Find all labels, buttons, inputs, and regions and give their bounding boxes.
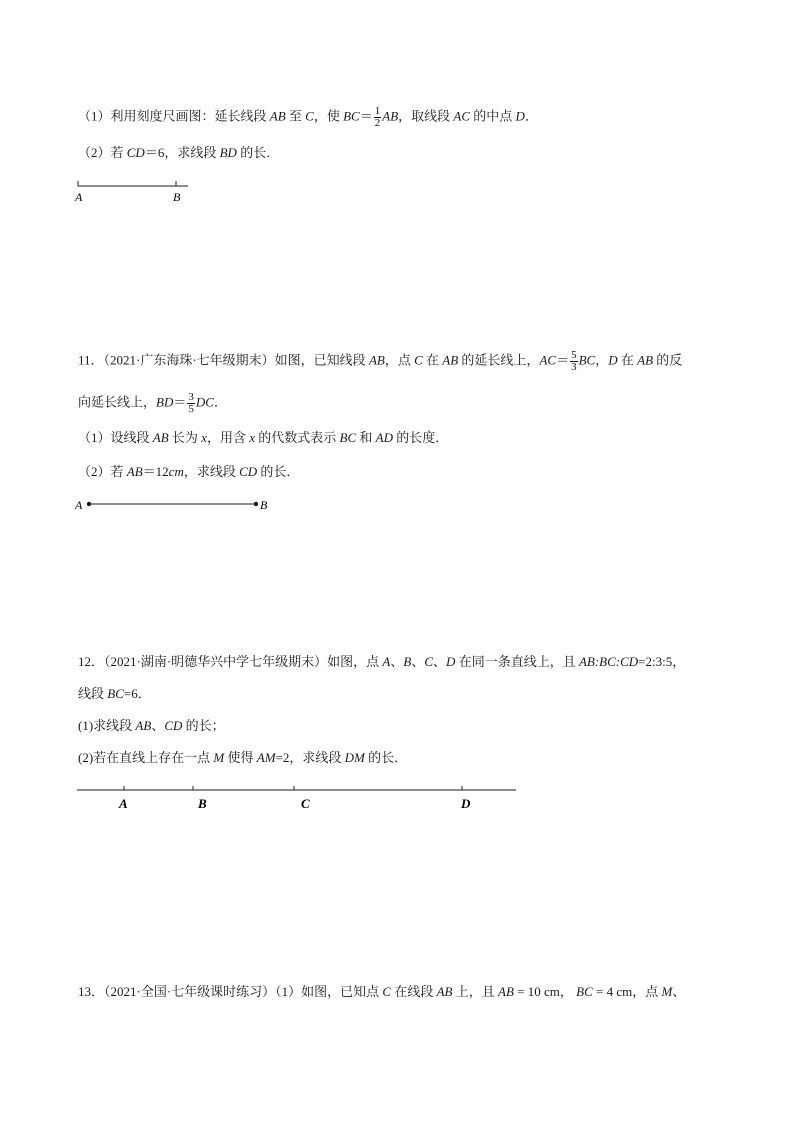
math-var: AC <box>539 352 557 368</box>
q10-part1-text <box>78 106 538 129</box>
fraction-numerator: 3 <box>188 391 194 403</box>
q11-part1-text <box>78 428 448 448</box>
text-span: ＝ <box>556 352 570 368</box>
text-span: 12．（2021·湖南·明德华兴中学七年级期末）如图，点 <box>78 654 383 669</box>
text-span: 使得 <box>224 750 257 765</box>
fraction-denominator: 2 <box>374 117 381 129</box>
math-var: AB <box>126 464 143 479</box>
math-var: AB <box>382 108 399 124</box>
text-span: 的长． <box>236 145 280 160</box>
q10-part2-text <box>78 143 279 163</box>
q13-stem-line1 <box>78 982 685 1002</box>
text-span: ＝ <box>173 394 187 410</box>
q12-line-figure <box>70 782 530 816</box>
text-span: = 10 <box>513 984 544 999</box>
text-span: cm <box>616 984 633 999</box>
fraction-numerator: 1 <box>374 105 381 117</box>
math-var: DM <box>344 750 365 765</box>
math-var: AB:BC:CD <box>578 654 639 669</box>
text-span: 的长； <box>182 718 225 733</box>
text-span: 和 <box>356 430 376 445</box>
text-span: （1）利用刻度尺画图：延长线段 <box>78 108 270 124</box>
text-span: 的延长线上， <box>458 352 540 368</box>
text-span: (1)求线段 <box>78 718 136 733</box>
q10-segment-figure <box>70 174 200 208</box>
point-label-b: B <box>260 498 268 512</box>
text-span: 向延长线上， <box>78 394 157 410</box>
math-var: D <box>446 654 456 669</box>
text-span: cm <box>544 984 560 999</box>
math-var: D <box>608 352 618 368</box>
text-span: 的反 <box>653 352 683 368</box>
text-span: 、 <box>411 654 425 669</box>
text-span: =2，求线段 <box>275 750 345 765</box>
text-span: ， <box>595 352 609 368</box>
math-var: B <box>403 654 412 669</box>
math-var: BC <box>339 430 357 445</box>
text-span: 的长． <box>257 464 300 479</box>
text-span: 的长． <box>364 750 408 765</box>
text-span: 至 <box>285 108 306 124</box>
math-var: BD <box>219 145 237 160</box>
math-var: A <box>382 654 391 669</box>
text-span: = 4 <box>592 984 617 999</box>
math-var: x <box>249 430 255 445</box>
math-var: C <box>382 984 392 999</box>
q12-stem-line2 <box>78 684 151 704</box>
point-label-b: B <box>173 190 181 204</box>
text-span: ，点 <box>632 984 662 999</box>
text-span: ． <box>524 108 538 124</box>
text-span: 的长度． <box>393 430 449 445</box>
math-var: M <box>661 984 673 999</box>
text-span: （1）设线段 <box>78 430 153 445</box>
q12-part1-text <box>78 716 225 736</box>
math-var: D <box>515 108 525 124</box>
math-var: CD <box>126 145 145 160</box>
math-var: AB <box>442 352 459 368</box>
text-span: 在 <box>422 352 443 368</box>
math-var: AM <box>256 750 276 765</box>
q11-part2-text <box>78 462 299 482</box>
math-var: BC <box>343 108 360 124</box>
text-span: ＝12 <box>142 464 169 479</box>
text-span: (2)若在直线上存在一点 <box>78 750 214 765</box>
point-b <box>254 502 258 506</box>
q12-part2-text <box>78 748 407 768</box>
math-var: CD <box>239 464 258 479</box>
text-span: ＝6，求线段 <box>144 145 220 160</box>
math-var: AB <box>436 984 453 999</box>
math-var: cm <box>168 464 184 479</box>
fraction-denominator: 3 <box>571 361 577 373</box>
text-span: ． <box>213 394 227 410</box>
point-label-c: C <box>301 796 310 811</box>
point-a <box>87 502 91 506</box>
math-var: AB <box>135 718 152 733</box>
fraction-numerator: 5 <box>571 349 577 361</box>
math-var: C <box>305 108 314 124</box>
text-span: ，使 <box>313 108 344 124</box>
text-span: 的中点 <box>470 108 516 124</box>
text-span: 、 <box>151 718 165 733</box>
text-span: 11．（2021·广东海珠·七年级期末）如图，已知线段 <box>78 352 369 368</box>
math-var: AB <box>498 984 514 999</box>
q12-stem-line1 <box>78 652 685 672</box>
math-var: AB <box>269 108 286 124</box>
math-var: AC <box>453 108 471 124</box>
math-var: BC <box>578 352 596 368</box>
q11-stem-line1 <box>78 350 682 373</box>
fraction <box>374 106 382 129</box>
text-span: 、 <box>390 654 404 669</box>
text-span: 在线段 <box>391 984 437 999</box>
text-span: 13．（2021·全国·七年级课时练习）（1）如图，已知点 <box>78 984 383 999</box>
fraction <box>570 350 578 373</box>
q11-segment-figure <box>70 494 280 516</box>
text-span: =2:3:5 <box>638 654 673 669</box>
q11-stem-line2 <box>78 392 227 415</box>
text-span: 上，且 <box>452 984 499 999</box>
text-span: 在同一条直线上，且 <box>455 654 579 669</box>
text-span: 在 <box>617 352 638 368</box>
point-label-a: A <box>119 796 128 811</box>
text-span: （2）若 <box>78 145 127 160</box>
math-var: M <box>213 750 225 765</box>
text-span: ， <box>672 654 686 669</box>
math-var: BC <box>576 984 593 999</box>
text-span: ，用含 <box>206 430 250 445</box>
math-var: AB <box>368 352 385 368</box>
text-span: =6． <box>123 686 151 701</box>
text-span: ，点 <box>384 352 415 368</box>
point-label-a: A <box>75 190 83 204</box>
math-var: AD <box>375 430 393 445</box>
math-var: C <box>424 654 434 669</box>
text-span: 、 <box>433 654 447 669</box>
text-span: （2）若 <box>78 464 127 479</box>
math-var: DC <box>195 394 214 410</box>
text-span: 的代数式表示 <box>255 430 340 445</box>
math-var: CD <box>164 718 183 733</box>
point-label-a: A <box>75 498 83 512</box>
point-label-b: B <box>198 796 207 811</box>
math-var: C <box>414 352 423 368</box>
math-var: AB <box>637 352 654 368</box>
text-span: 、 <box>672 984 686 999</box>
text-span: ， <box>559 984 577 999</box>
point-label-d: D <box>461 796 471 811</box>
text-span: 长为 <box>168 430 202 445</box>
math-var: x <box>201 430 207 445</box>
text-span: ，求线段 <box>183 464 240 479</box>
math-var: BD <box>156 394 174 410</box>
text-span: ，取线段 <box>398 108 454 124</box>
text-span: ＝ <box>359 108 373 124</box>
math-var: BC <box>107 686 124 701</box>
math-var: AB <box>152 430 169 445</box>
fraction-denominator: 5 <box>188 403 194 415</box>
text-span: 线段 <box>78 686 108 701</box>
fraction <box>187 392 195 415</box>
